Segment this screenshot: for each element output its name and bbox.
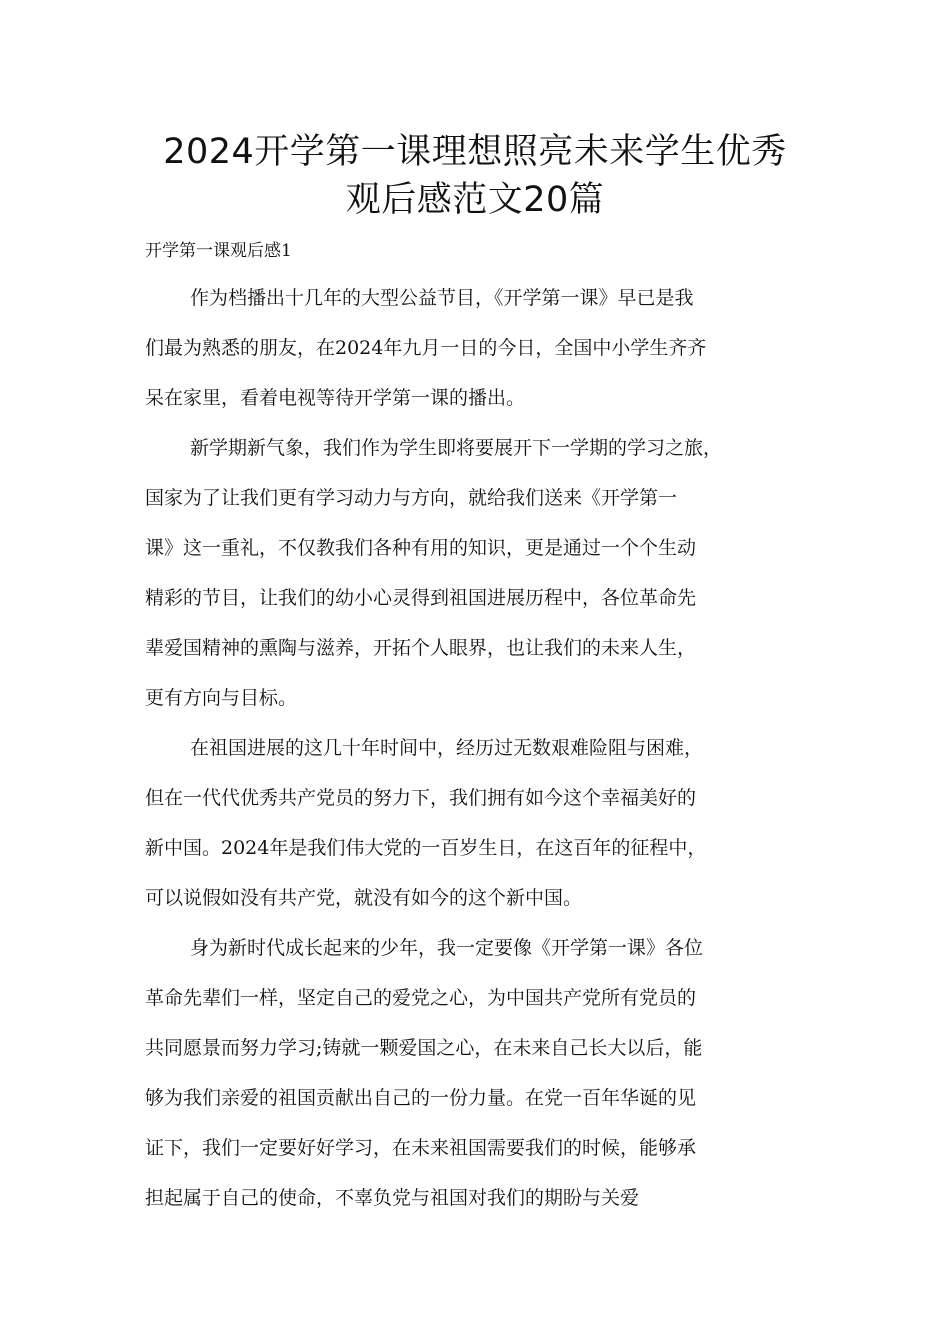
paragraph-line: 够为我们亲爱的祖国贡献出自己的一份力量。在党一百年华诞的见 bbox=[145, 1087, 697, 1109]
title-line-1: 2024开学第一课理想照亮未来学生优秀 bbox=[163, 132, 787, 172]
paragraph-line: 证下，我们一定要好好学习，在未来祖国需要我们的时候，能够承 bbox=[145, 1137, 697, 1159]
paragraph-line: 课》这一重礼，不仅教我们各种有用的知识，更是通过一个个生动 bbox=[145, 537, 697, 559]
paragraph-line: 身为新时代成长起来的少年，我一定要像《开学第一课》各位 bbox=[190, 937, 704, 959]
paragraph-3 bbox=[145, 723, 825, 923]
paragraph-line: 但在一代代优秀共产党员的努力下，我们拥有如今这个幸福美好的 bbox=[145, 787, 697, 809]
paragraph-line: 辈爱国精神的熏陶与滋养，开拓个人眼界，也让我们的未来人生， bbox=[145, 637, 697, 659]
paragraph-line: 们最为熟悉的朋友，在2024年九月一日的今日，全国中小学生齐齐 bbox=[145, 337, 707, 359]
document-title bbox=[100, 128, 850, 224]
title-line-2: 观后感范文20篇 bbox=[345, 180, 605, 220]
paragraph-line: 国家为了让我们更有学习动力与方向，就给我们送来《开学第一 bbox=[145, 487, 678, 509]
paragraph-line: 新学期新气象，我们作为学生即将要展开下一学期的学习之旅， bbox=[190, 437, 723, 459]
paragraph-1 bbox=[145, 273, 825, 423]
paragraph-4 bbox=[145, 923, 825, 1223]
paragraph-2 bbox=[145, 423, 825, 723]
paragraph-line: 共同愿景而努力学习;铸就一颗爱国之心，在未来自己长大以后，能 bbox=[145, 1037, 703, 1059]
paragraph-line: 作为档播出十几年的大型公益节目，《开学第一课》早已是我 bbox=[190, 287, 694, 309]
section-heading: 开学第一课观后感1 bbox=[145, 241, 292, 261]
paragraph-line: 精彩的节目，让我们的幼小心灵得到祖国进展历程中，各位革命先 bbox=[145, 587, 697, 609]
paragraph-line: 呆在家里，看着电视等待开学第一课的播出。 bbox=[145, 387, 526, 409]
paragraph-line: 更有方向与目标。 bbox=[145, 687, 298, 709]
paragraph-line: 在祖国进展的这几十年时间中，经历过无数艰难险阻与困难， bbox=[190, 737, 704, 759]
paragraph-line: 新中国。2024年是我们伟大党的一百岁生日，在这百年的征程中， bbox=[145, 837, 707, 859]
paragraph-line: 担起属于自己的使命，不辜负党与祖国对我们的期盼与关爱 bbox=[145, 1187, 640, 1209]
paragraph-line: 革命先辈们一样，坚定自己的爱党之心，为中国共产党所有党员的 bbox=[145, 987, 697, 1009]
paragraph-line: 可以说假如没有共产党，就没有如今的这个新中国。 bbox=[145, 887, 583, 909]
